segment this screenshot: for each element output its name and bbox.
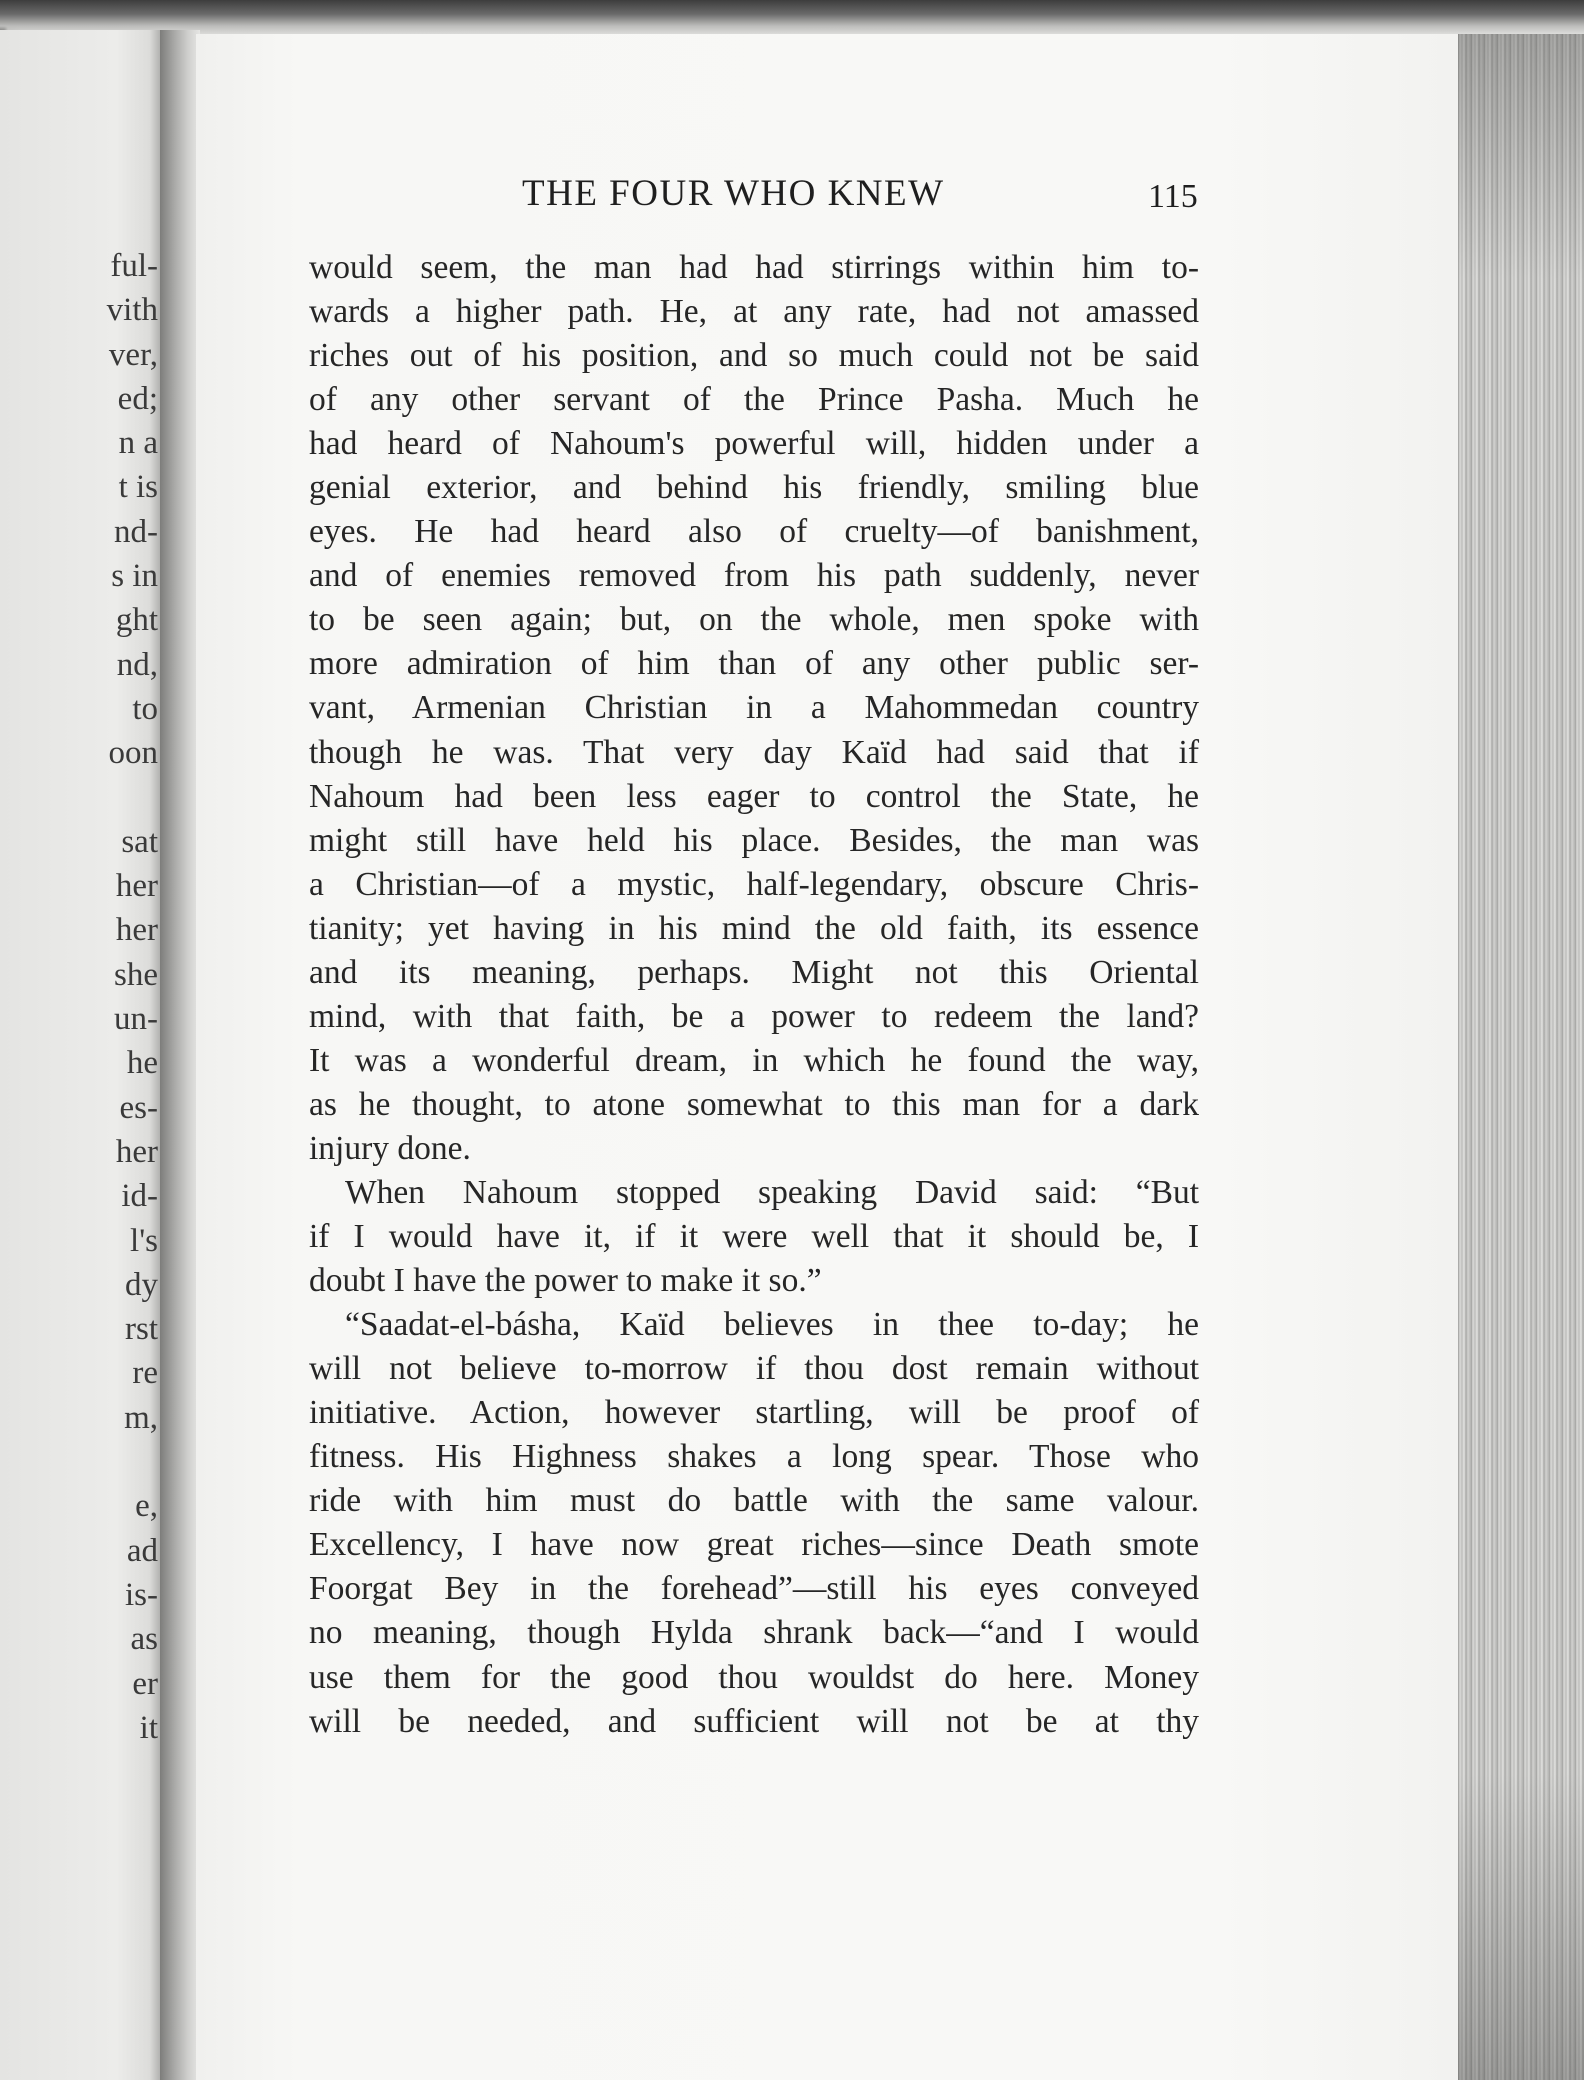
text-line: to be seen again; but, on the whole, men spoke with: [309, 601, 1199, 639]
left-page-line-fragment: dy: [125, 1266, 158, 1303]
text-line: would seem, the man had had stirrings within him to-: [309, 249, 1199, 286]
left-page-line-fragment: is-: [125, 1576, 158, 1613]
text-line: It was a wonderful dream, in which he found the way,: [309, 1041, 1199, 1079]
left-page-line-fragment: as: [130, 1621, 158, 1658]
text-line: mind, with that faith, be a power to redeem the land?: [309, 997, 1199, 1035]
text-line: and of enemies removed from his path suddenly, never: [309, 557, 1199, 595]
body-text: [309, 246, 1199, 1744]
left-page-line-fragment: ver,: [108, 336, 158, 373]
text-line: riches out of his position, and so much could not be said: [309, 337, 1199, 375]
left-page-line-fragment: n a: [118, 425, 158, 462]
text-line: of any other servant of the Prince Pasha. Much he: [309, 381, 1199, 419]
text-line: though he was. That very day Kaïd had said that if: [309, 733, 1199, 771]
text-line: vant, Armenian Christian in a Mahommedan country: [309, 689, 1199, 727]
text-line: will not believe to-morrow if thou dost remain without: [309, 1350, 1199, 1388]
left-page-line-fragment: she: [114, 956, 158, 993]
left-page-line-fragment: t is: [118, 469, 158, 506]
left-page-line-fragment: oon: [108, 735, 158, 772]
text-line: no meaning, though Hylda shrank back—“and I would: [309, 1614, 1199, 1652]
left-page-line-fragment: ful-: [110, 248, 158, 284]
left-page-line-fragment: her: [115, 868, 158, 905]
left-page-line-fragment: vith: [106, 292, 158, 329]
text-line: use them for the good thou wouldst do here. Money: [309, 1658, 1199, 1696]
text-line: might still have held his place. Besides, the man was: [309, 821, 1199, 859]
left-page-line-fragment: un-: [114, 1001, 158, 1038]
left-page-line-fragment: ed;: [117, 380, 158, 417]
left-page-line-fragment: nd-: [114, 513, 158, 550]
text-line: doubt I have the power to make it so.”: [309, 1262, 822, 1300]
book-gutter: [160, 30, 200, 2080]
text-line: if I would have it, if it were well that it should be, I: [309, 1218, 1199, 1256]
running-head-title: THE FOUR WHO KNEW: [522, 173, 945, 214]
left-page-line-fragment: s in: [111, 558, 158, 595]
left-page-line-fragment: id-: [121, 1178, 158, 1215]
text-line: Excellency, I have now great riches—since Death smote: [309, 1526, 1199, 1564]
left-page-line-fragment: l's: [130, 1222, 158, 1259]
text-line: When Nahoum stopped speaking David said: “But: [345, 1173, 1199, 1211]
text-line: will be needed, and sufficient will not be at thy: [309, 1702, 1199, 1740]
text-line: Foorgat Bey in the forehead”—still his eyes conveyed: [309, 1570, 1199, 1608]
text-line: more admiration of him than of any other public ser-: [309, 645, 1199, 683]
text-line: fitness. His Highness shakes a long spear. Those who: [309, 1438, 1199, 1476]
left-page-line-fragment: her: [115, 912, 158, 949]
text-line: initiative. Action, however startling, will be proof of: [309, 1394, 1199, 1432]
left-page-line-fragment: m,: [124, 1399, 158, 1436]
left-page-line-fragment: her: [115, 1133, 158, 1170]
left-page-line-fragment: it: [139, 1709, 158, 1746]
left-page-line-fragment: ght: [115, 602, 158, 639]
text-line: ride with him must do battle with the same valour.: [309, 1482, 1199, 1520]
left-page-line-fragment: e,: [135, 1488, 158, 1525]
text-line: genial exterior, and behind his friendly, smiling blue: [309, 469, 1199, 507]
page-fore-edge-shading: [1458, 34, 1584, 2080]
text-line: injury done.: [309, 1129, 471, 1167]
text-line: Nahoum had been less eager to control the State, he: [309, 777, 1199, 815]
left-page-line-fragment: rst: [125, 1311, 158, 1348]
text-line: eyes. He had heard also of cruelty—of banishment,: [309, 513, 1199, 551]
left-page-text-fragments: [107, 244, 158, 1750]
left-page-line-fragment: re: [132, 1355, 158, 1392]
text-line: and its meaning, perhaps. Might not this Oriental: [309, 953, 1199, 991]
left-page-line-fragment: [107, 1440, 158, 1484]
top-shadow: [0, 0, 1584, 38]
text-line: a Christian—of a mystic, half-legendary, obscure Chris-: [309, 865, 1199, 903]
left-page-line-fragment: es-: [119, 1089, 158, 1126]
left-page-line-fragment: ad: [126, 1532, 158, 1569]
text-line: tianity; yet having in his mind the old faith, its essence: [309, 909, 1199, 947]
text-line: as he thought, to atone somewhat to this man for a dark: [309, 1085, 1199, 1123]
left-page-line-fragment: [107, 776, 158, 820]
left-page-line-fragment: nd,: [116, 646, 158, 683]
page-number: 115: [1148, 178, 1198, 215]
left-page-line-fragment: to: [132, 690, 158, 727]
left-facing-page: [0, 30, 166, 2080]
left-page-line-fragment: he: [126, 1045, 158, 1082]
text-line: “Saadat-el-básha, Kaïd believes in thee to-day; he: [345, 1306, 1199, 1344]
text-line: wards a higher path. He, at any rate, had not amassed: [309, 293, 1199, 331]
text-line: had heard of Nahoum's powerful will, hidden under a: [309, 425, 1199, 463]
left-page-line-fragment: sat: [121, 823, 158, 860]
left-page-line-fragment: er: [132, 1665, 158, 1702]
